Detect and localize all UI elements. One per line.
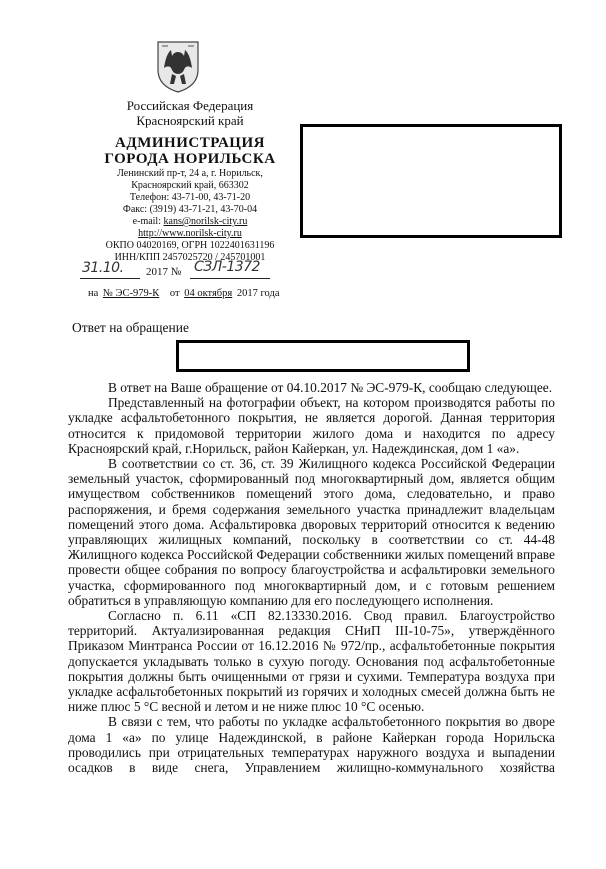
fax-numbers: Факс: (3919) 43-71-21, 43-70-04 xyxy=(122,204,258,215)
body-paragraph-1: В ответ на Ваше обращение от 04.10.2017 № ЭС-979-К, сообщаю следующее. xyxy=(108,380,553,395)
incoming-reference xyxy=(88,288,328,299)
body-paragraph-3: В соответствии со ст. 36, ст. 39 Жилищного кодекса Российской Федерации земельный участок, сформированный под многоквартирный дом, является общим имуществом собственников помещений этого дома, следовательно, и право распоряжения, и бремя содержания земельного участка принадлежит владельцам помещений этого дома. Асфальтировка дворовых территорий относится к ведению управляющих жилищных компаний, поскольку в соответствии со ст. 44-48 Жилищного кодекса Российской Федерации собственники жилых помещений вправе провести общее собрания по вопросу благоустройства и асфальтировки земельного участка, сформированного под многоквартирный дом, и с готовым решением обратиться в управляющую компанию для его последующего исполнения. xyxy=(68,456,555,608)
country-name: Российская Федерация xyxy=(126,98,254,113)
redacted-salutation-box xyxy=(176,340,470,372)
region-name: Красноярский край xyxy=(136,113,244,128)
incoming-number: № ЭС-979-К xyxy=(102,288,160,299)
address-line1: Ленинский пр-т, 24 а, г. Норильск, xyxy=(117,168,263,179)
body-paragraph-2: Представленный на фотографии объект, на котором производятся работы по укладке асфальтобетонного покрытия, не является дорогой. Данная территория относится к придомовой территории жилого дома и находится по адресу Красноярский край, г.Норильск, район Кайеркан, ул. Надеждинская, дом 1 «а». xyxy=(68,395,555,456)
incoming-year: 2017 года xyxy=(236,288,280,299)
subject-line: Ответ на обращение xyxy=(72,320,189,335)
address-line2: Красноярский край, 663302 xyxy=(131,180,249,191)
body-paragraph-4: Согласно п. 6.11 «СП 82.13330.2016. Свод правил. Благоустройство территорий. Актуализированная редакция СНиП III-10-75», утверждённого Приказом Минтранса России от 16.12.2016 № 972/пр., асфальтобетонные покрытия допускается укладывать только в сухую погоду. Основания под асфальтобетонные покрытия должны быть очищенными от грязи и сухими. Температура воздуха при укладке асфальтобетонных покрытий из горячих и холодных смесей должна быть не ниже плюс 5 °С весной и летом и не ниже плюс 10 °С осенью. xyxy=(68,608,555,715)
organization-name-line1: АДМИНИСТРАЦИЯ xyxy=(115,135,265,151)
incoming-from-label: от xyxy=(169,288,180,299)
body-paragraph-5: В связи с тем, что работы по укладке асфальтобетонного покрытия во дворе дома 1 «а» по улице Надеждинской, в районе Кайеркан города Норильска проводились при отрицательных температурах наружного воздуха и выпадении осадков в виде снега, Управлением жилищно-коммунального хозяйства xyxy=(68,714,555,776)
okpo-ogrn: ОКПО 04020169, ОГРН 1022401631196 xyxy=(105,240,275,251)
organization-name-line2: ГОРОДА НОРИЛЬСКА xyxy=(104,151,276,167)
letter-body xyxy=(68,380,555,775)
redacted-recipient-box xyxy=(300,124,562,238)
email-label: e-mail: xyxy=(132,216,161,227)
outgoing-reference xyxy=(80,259,290,282)
phone-numbers: Телефон: 43-71-00, 43-71-20 xyxy=(129,192,251,203)
email-line xyxy=(60,216,320,228)
website-link[interactable]: http://www.norilsk-city.ru xyxy=(138,228,242,239)
outgoing-year-number-label: 2017 № xyxy=(146,266,182,278)
outgoing-number-handwritten: СЗЛ-1372 xyxy=(194,259,260,275)
outgoing-date-underline xyxy=(80,278,140,279)
coat-of-arms-emblem xyxy=(156,40,200,94)
outgoing-number-underline xyxy=(190,278,270,279)
incoming-date: 04 октября xyxy=(184,288,233,299)
incoming-prefix: на xyxy=(88,288,99,299)
inn-kpp: ИНН/КПП 2457025720 / 245701001 xyxy=(114,252,266,263)
outgoing-date-handwritten: 31.10. xyxy=(82,260,124,276)
email-link[interactable]: kans@norilsk-city.ru xyxy=(163,216,248,227)
